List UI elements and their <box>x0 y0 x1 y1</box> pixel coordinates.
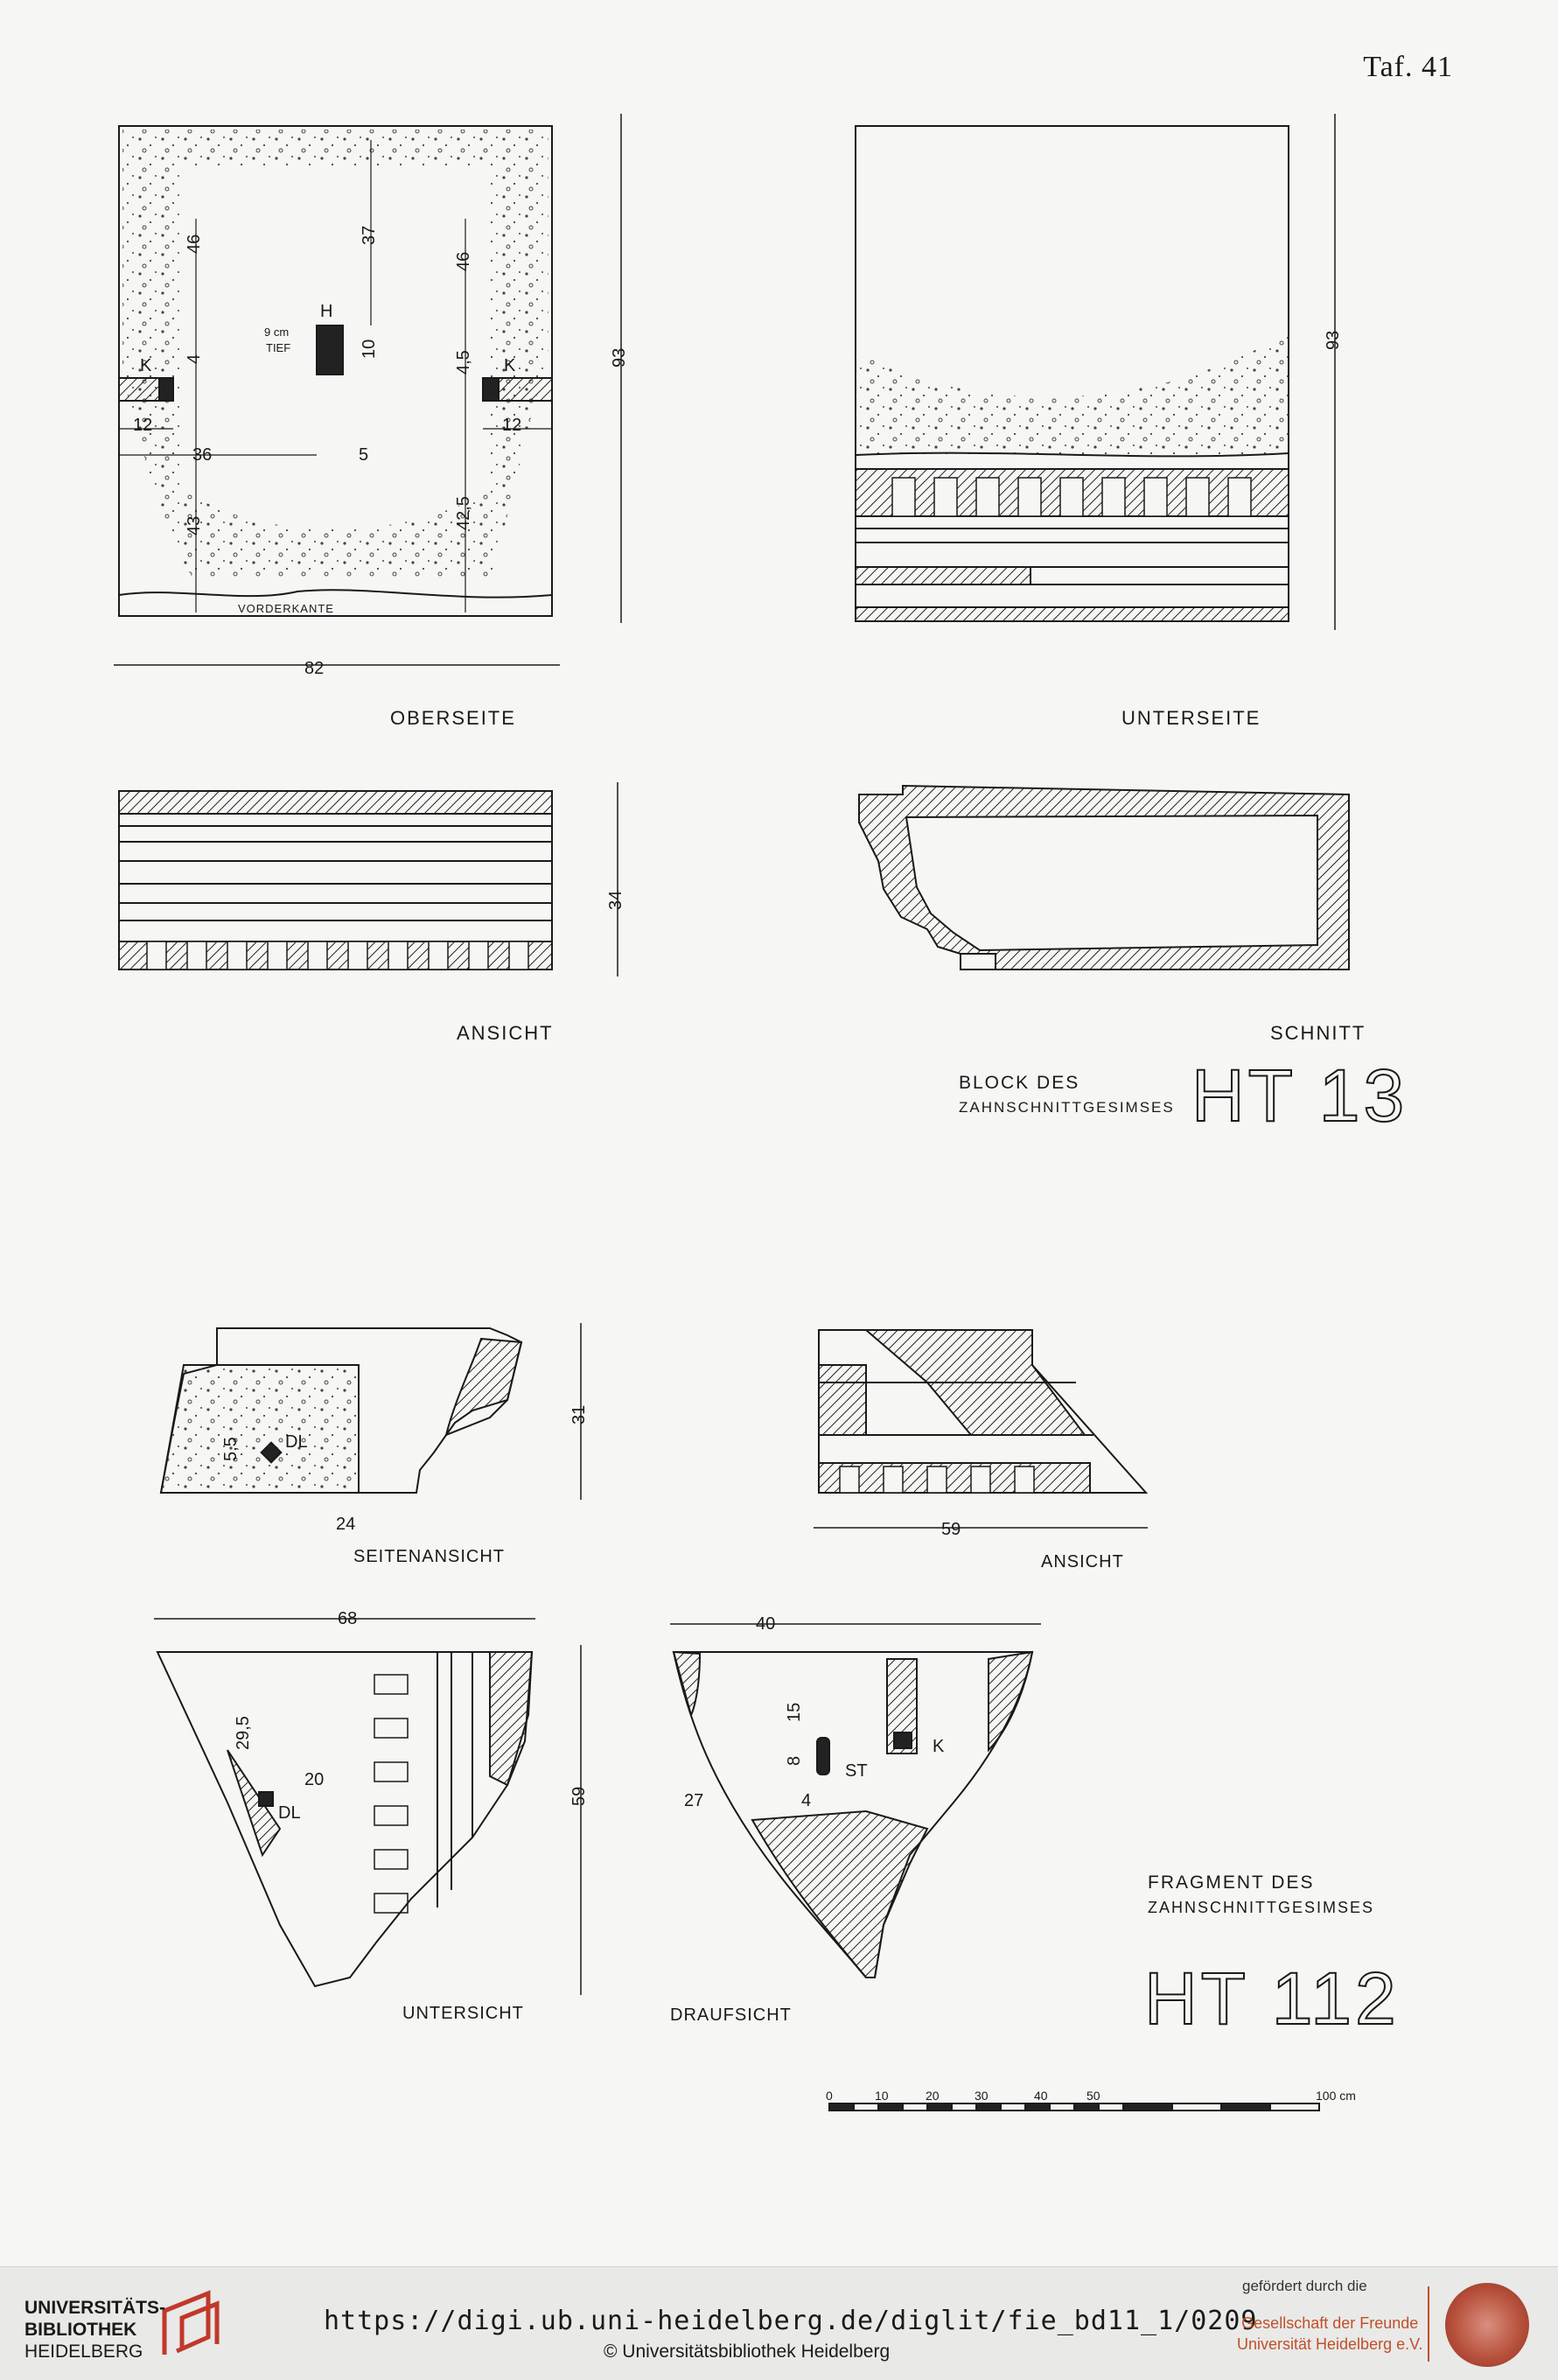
caption-unterseite: UNTERSEITE <box>1121 707 1261 729</box>
block-id: HT 13 <box>1191 1054 1408 1137</box>
dim-5: 5 <box>359 445 369 465</box>
dim-15: 15 <box>785 1702 804 1722</box>
dim-10: 10 <box>360 339 379 359</box>
schnitt-view <box>859 786 1349 970</box>
caption-block-ansicht: ANSICHT <box>457 1022 554 1044</box>
scale-end: 100 cm <box>1316 2089 1356 2103</box>
dim-46-left: 46 <box>185 234 204 254</box>
draufsicht-view <box>670 1624 1041 1978</box>
dim-31: 31 <box>569 1404 589 1424</box>
label-st: ST <box>845 1761 868 1781</box>
society-name[interactable] <box>1237 2313 1422 2355</box>
label-dl-under: DL <box>278 1803 301 1823</box>
fragment-title-line2: ZAHNSCHNITTGESIMSES <box>1148 1899 1375 1916</box>
caption-seitenansicht: SEITENANSICHT <box>353 1547 506 1566</box>
scale-tick-30: 30 <box>975 2089 989 2103</box>
label-k: K <box>933 1737 945 1756</box>
label-depth2: TIEF <box>266 341 291 354</box>
dim-68: 68 <box>338 1609 358 1628</box>
dim-425: 42,5 <box>454 496 473 530</box>
ub-logo-icon <box>156 2285 234 2363</box>
caption-schnitt: SCHNITT <box>1270 1022 1366 1044</box>
funded-by-text: gefördert durch die <box>1242 2278 1367 2294</box>
dim-12-right: 12 <box>502 416 522 435</box>
scale-tick-0: 0 <box>826 2089 833 2103</box>
dim-295: 29,5 <box>234 1716 253 1750</box>
label-clamp-right: K <box>504 356 516 375</box>
scale-tick-50: 50 <box>1086 2089 1100 2103</box>
block-title-line1: BLOCK DES <box>959 1073 1080 1093</box>
scale-tick-40: 40 <box>1034 2089 1048 2103</box>
caption-oberseite: OBERSEITE <box>390 707 516 729</box>
caption-draufsicht: DRAUFSICHT <box>670 2006 792 2025</box>
dim-59-front: 59 <box>941 1520 961 1539</box>
plate-number: Taf. 41 <box>1363 51 1453 83</box>
block-ansicht-view <box>119 782 618 976</box>
library-line1: UNIVERSITÄTS- <box>24 2298 166 2318</box>
dim-36: 36 <box>192 445 213 465</box>
label-clamp-left: K <box>140 356 152 375</box>
block-title <box>959 1071 1175 1120</box>
label-dowel: H <box>320 302 333 321</box>
dim-27: 27 <box>684 1791 704 1810</box>
dim-45: 4,5 <box>454 350 473 374</box>
dim-unterseite-depth: 93 <box>1324 330 1343 350</box>
viewer-footer <box>0 2266 1558 2380</box>
label-depth: 9 cm <box>264 326 290 339</box>
block-title-line2: ZAHNSCHNITTGESIMSES <box>959 1099 1175 1116</box>
fragment-title-line1: FRAGMENT DES <box>1148 1872 1315 1893</box>
library-line2: BIBLIOTHEK <box>24 2320 137 2340</box>
library-line3: HEIDELBERG <box>24 2342 143 2362</box>
dim-block-height: 34 <box>606 890 625 910</box>
scale-labels <box>826 2089 1356 2103</box>
society-line2: Universität Heidelberg e.V. <box>1237 2335 1423 2353</box>
dim-55: 5,5 <box>221 1437 241 1461</box>
scale-tick-10: 10 <box>875 2089 889 2103</box>
dim-24: 24 <box>336 1515 356 1534</box>
society-line1: Gesellschaft der Freunde <box>1241 2314 1419 2332</box>
dim-4-drauf: 4 <box>801 1791 812 1810</box>
dim-43: 43 <box>185 515 204 536</box>
oberseite-view <box>114 114 621 665</box>
fragment-title <box>1148 1871 1374 1920</box>
fragment-id: HT 112 <box>1144 1957 1400 2040</box>
dim-59-under: 59 <box>569 1786 589 1806</box>
unterseite-view <box>856 114 1335 630</box>
label-front-edge: VORDERKANTE <box>238 602 334 615</box>
dim-20: 20 <box>304 1770 325 1789</box>
copyright-text: © Universitätsbibliothek Heidelberg <box>604 2342 891 2362</box>
caption-fragment-ansicht: ANSICHT <box>1041 1552 1124 1572</box>
dim-block-width: 82 <box>304 659 325 678</box>
label-dl-side: DL <box>285 1432 308 1452</box>
dim-block-depth: 93 <box>610 347 629 368</box>
university-seal-icon <box>1445 2283 1529 2367</box>
scale-bar <box>829 2104 1319 2110</box>
fragment-ansicht-view <box>814 1330 1148 1528</box>
permalink-url[interactable]: https://digi.ub.uni-heidelberg.de/diglit/fie_bd11_1/0209 <box>324 2306 1258 2336</box>
dim-37: 37 <box>360 225 379 245</box>
dim-4: 4 <box>185 354 204 364</box>
untersicht-view <box>154 1619 581 1995</box>
dim-8: 8 <box>785 1755 804 1766</box>
dim-12-left: 12 <box>133 416 153 435</box>
dim-46-right: 46 <box>454 251 473 271</box>
scale-tick-20: 20 <box>926 2089 940 2103</box>
seitenansicht-view <box>161 1323 581 1500</box>
caption-untersicht: UNTERSICHT <box>402 2004 524 2023</box>
dim-40: 40 <box>756 1614 776 1634</box>
library-name <box>24 2297 165 2362</box>
footer-divider <box>1428 2286 1429 2362</box>
